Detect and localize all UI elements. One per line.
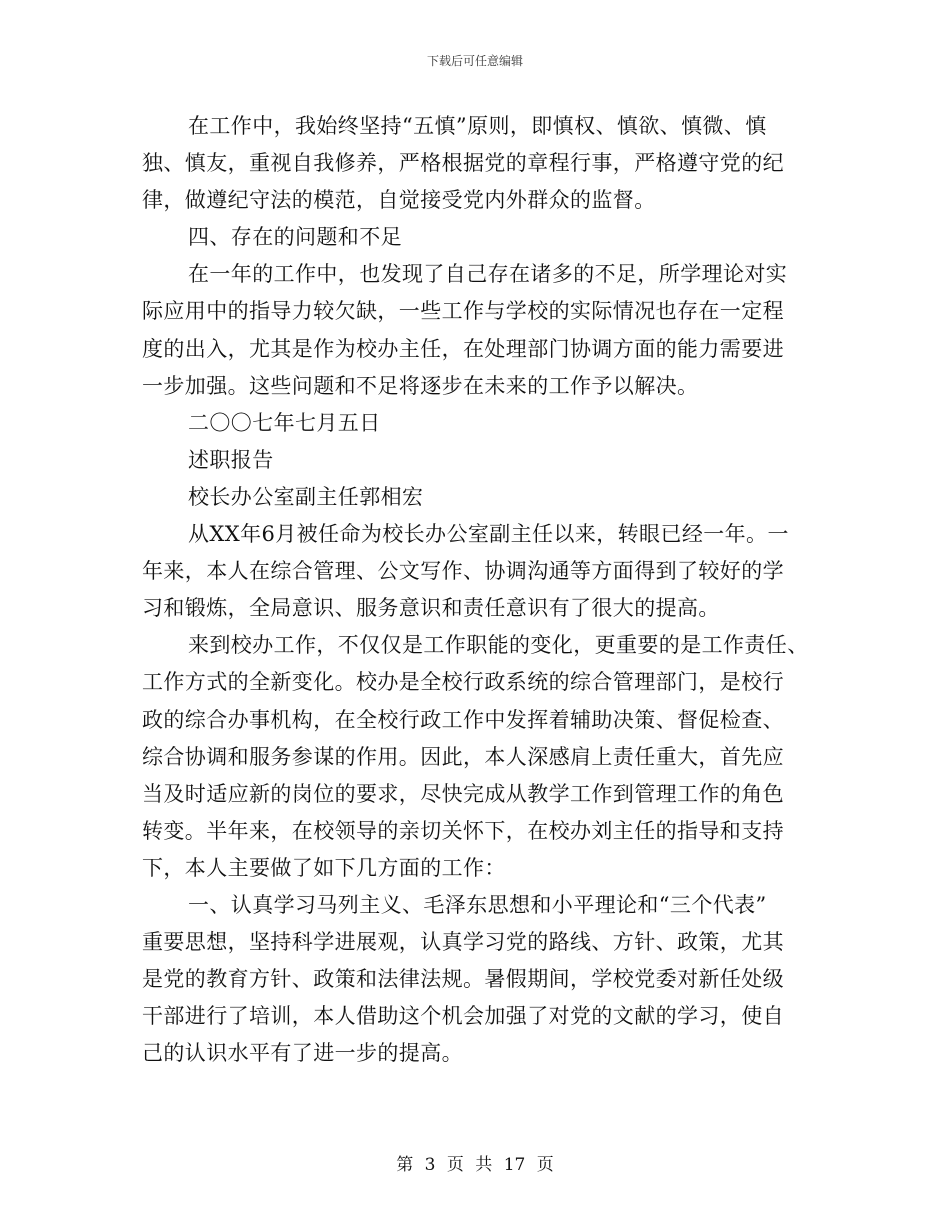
body-line: 是党的教育方针、政策和法律法规。暑假期间，学校党委对新任处级 <box>142 967 784 992</box>
body-line: 度的出入，尤其是作为校办主任，在处理部门协调方面的能力需要进 <box>142 336 784 361</box>
body-line: 政的综合办事机构，在全校行政工作中发挥着辅助决策、督促检查、 <box>142 707 784 732</box>
page-header: 下载后可任意编辑 <box>426 54 523 68</box>
body-line: 律，做遵纪守法的模范，自觉接受党内外群众的监督。 <box>142 188 656 213</box>
body-line: 己的认识水平有了进一步的提高。 <box>142 1041 463 1066</box>
body-line: 际应用中的指导力较欠缺，一些工作与学校的实际情况也存在一定程 <box>142 299 784 324</box>
date-line: 二〇〇七年七月五日 <box>188 410 381 435</box>
body-line: 干部进行了培训，本人借助这个机会加强了对党的文献的学习，使自 <box>142 1004 784 1029</box>
body-line: 转变。半年来，在校领导的亲切关怀下，在校办刘主任的指导和支持 <box>142 818 784 843</box>
report-title: 述职报告 <box>188 447 274 472</box>
section-heading: 四、存在的问题和不足 <box>188 225 402 250</box>
body-line: 来到校办工作，不仅仅是工作职能的变化，更重要的是工作责任、 <box>188 633 809 658</box>
body-line: 一步加强。这些问题和不足将逐步在未来的工作予以解决。 <box>142 373 699 398</box>
body-line: 下，本人主要做了如下几方面的工作： <box>142 855 506 880</box>
body-line: 工作方式的全新变化。校办是全校行政系统的综合管理部门，是校行 <box>142 670 784 695</box>
body-line: 独、慎友，重视自我修养，严格根据党的章程行事，严格遵守党的纪 <box>142 151 784 176</box>
body-line: 当及时适应新的岗位的要求，尽快完成从教学工作到管理工作的角色 <box>142 781 784 806</box>
body-line: 在一年的工作中，也发现了自己存在诸多的不足，所学理论对实 <box>188 262 788 287</box>
author-line: 校长办公室副主任郭相宏 <box>188 484 424 509</box>
body-line: 年来，本人在综合管理、公文写作、协调沟通等方面得到了较好的学 <box>142 559 784 584</box>
body-line: 习和锻炼，全局意识、服务意识和责任意识有了很大的提高。 <box>142 596 720 621</box>
document-body <box>142 108 818 1072</box>
body-line: 在工作中，我始终坚持“五慎”原则，即慎权、慎欲、慎微、慎 <box>188 114 767 138</box>
body-line: 一、认真学习马列主义、毛泽东思想和小平理论和“三个代表” <box>188 892 767 917</box>
body-line: 从XX年6月被任命为校长办公室副主任以来，转眼已经一年。一 <box>188 522 789 547</box>
body-line: 综合协调和服务参谋的作用。因此，本人深感肩上责任重大，首先应 <box>142 744 784 769</box>
page-number: 第 3 页 共 17 页 <box>396 1155 554 1175</box>
body-line: 重要思想，坚持科学进展观，认真学习党的路线、方针、政策，尤其 <box>142 930 784 955</box>
